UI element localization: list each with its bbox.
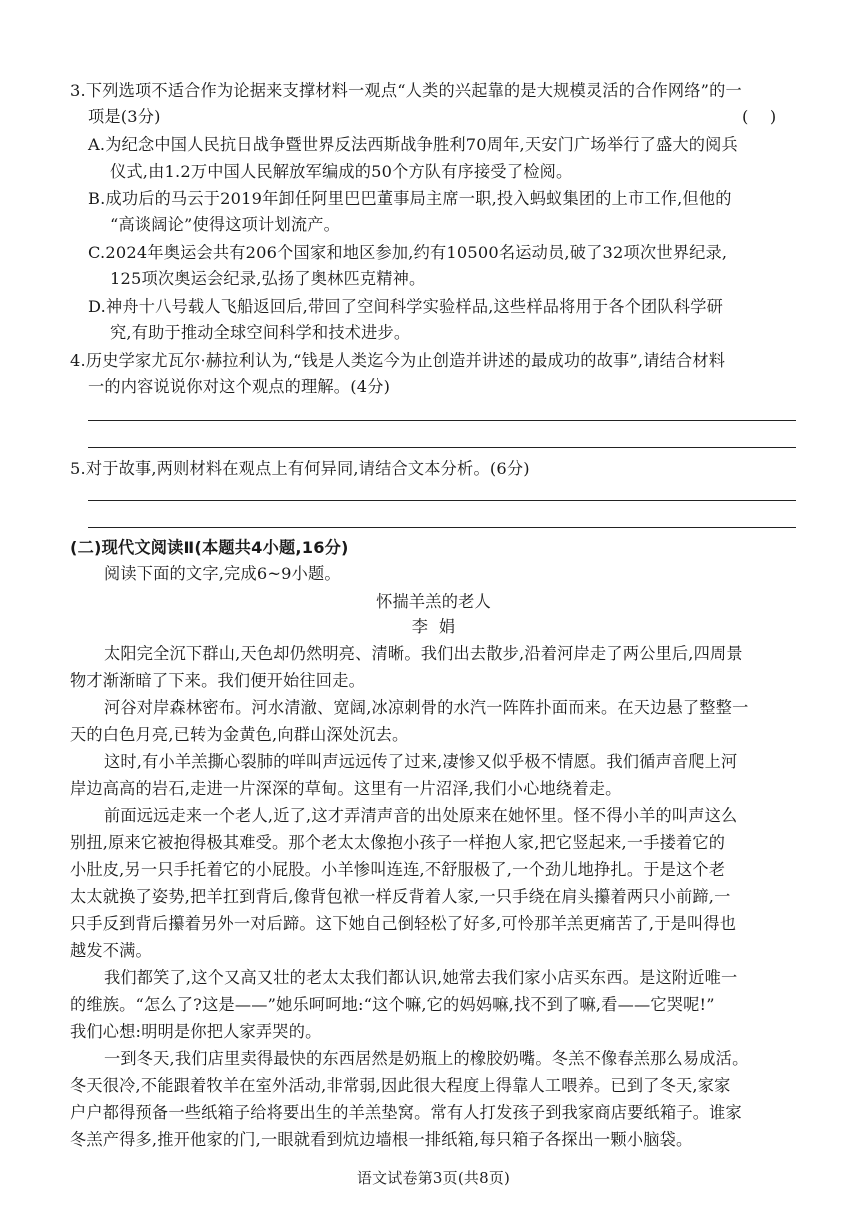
q4-stem-line1: 4.历史学家尤瓦尔·赫拉利认为,“钱是人类迄今为止创造并讲述的最成功的故事”,请结合材料 [70,351,726,370]
q3-answer-bracket[interactable]: ( ) [742,107,777,126]
q3-option-a-line1: A.为纪念中国人民抗日战争暨世界反法西斯战争胜利70周年,天安门广场举行了盛大的阅兵 [88,135,738,154]
section-instruction: 阅读下面的文字,完成6~9小题。 [104,564,341,583]
q3-option-b-line2: “高谈阔论”使得这项计划流产。 [110,215,340,234]
q5-answer-line-2[interactable] [88,527,796,528]
passage-line: 只手反到背后攥着另外一对后蹄。这下她自己倒轻松了好多,可怜那羊羔更痛苦了,于是叫得也 [70,914,737,933]
page-footer: 语文试卷第3页(共8页) [356,1169,511,1187]
passage-line: 前面远远走来一个老人,近了,这才弄清声音的出处原来在她怀里。怪不得小羊的叫声这么 [104,806,738,825]
passage-line: 太阳完全沉下群山,天色却仍然明亮、清晰。我们出去散步,沿着河岸走了两公里后,四周景 [104,644,743,663]
q5-answer-line-1[interactable] [88,500,796,501]
q5-stem-line1: 5.对于故事,两则材料在观点上有何异同,请结合文本分析。(6分) [70,459,530,478]
q3-option-c-line2: 125项次奥运会纪录,弘扬了奥林匹克精神。 [110,269,426,288]
q4-answer-line-2[interactable] [88,447,796,448]
passage-line: 小肚皮,另一只手托着它的小屁股。小羊惨叫连连,不舒服极了,一个劲儿地挣扎。于是这个老 [70,860,726,879]
passage-line: 冬天很冷,不能跟着牧羊在室外活动,非常弱,因此很大程度上得靠人工喂养。已到了冬天,家家 [70,1076,731,1095]
passage-line: 的维族。“怎么了?这是——”她乐呵呵地:“这个嘛,它的妈妈嘛,找不到了嘛,看——它哭呢!” [70,995,715,1014]
passage-line: 越发不满。 [70,941,152,960]
passage-line: 冬羔产得多,推开他家的门,一眼就看到炕边墙根一排纸箱,每只箱子各探出一颗小脑袋。 [70,1130,693,1149]
passage-author: 李 娟 [411,617,456,636]
q4-answer-line-1[interactable] [88,420,796,421]
passage-line: 我们都笑了,这个又高又壮的老太太我们都认识,她常去我们家小店买东西。是这附近唯一 [104,968,738,987]
passage-line: 别扭,原来它被抱得极其难受。那个老太太像抱小孩子一样抱人家,把它竖起来,一手搂着它的 [70,833,726,852]
q3-stem-line1: 3.下列选项不适合作为论据来支撑材料一观点“人类的兴起靠的是大规模灵活的合作网络”的一 [70,81,742,100]
q3-option-c-line1: C.2024年奥运会共有206个国家和地区参加,约有10500名运动员,破了32项次世界纪录, [88,243,728,262]
passage-line: 这时,有小羊羔撕心裂肺的咩叫声远远传了过来,凄惨又似乎极不情愿。我们循声音爬上河 [104,752,738,771]
passage-line: 天的白色月亮,已转为金黄色,向群山深处沉去。 [70,725,409,744]
q3-stem-line2: 项是(3分) [88,107,161,126]
passage-title: 怀揣羊羔的老人 [376,592,491,611]
q3-option-d-line1: D.神舟十八号载人飞船返回后,带回了空间科学实验样品,这些样品将用于各个团队科学研 [88,297,723,316]
section-heading: (二)现代文阅读Ⅱ(本题共4小题,16分) [70,538,349,557]
passage-line: 太太就换了姿势,把羊扛到背后,像背包袱一样反背着人家,一只手绕在肩头攥着两只小前蹄,一 [70,887,731,906]
q4-stem-line2: 一的内容说说你对这个观点的理解。(4分) [88,377,391,396]
passage-line: 户户都得预备一些纸箱子给将要出生的羊羔垫窝。常有人打发孩子到我家商店要纸箱子。谁家 [70,1103,742,1122]
passage-line: 河谷对岸森林密布。河水清澈、宽阔,冰凉刺骨的水汽一阵阵扑面而来。在天边悬了整整一 [104,698,749,717]
passage-line: 岸边高高的岩石,走进一片深深的草甸。这里有一片沼泽,我们小心地绕着走。 [70,779,622,798]
passage-line: 物才渐渐暗了下来。我们便开始往回走。 [70,671,365,690]
q3-option-b-line1: B.成功后的马云于2019年卸任阿里巴巴董事局主席一职,投入蚂蚁集团的上市工作,但他的 [88,189,732,208]
passage-line: 我们心想:明明是你把人家弄哭的。 [70,1022,322,1041]
passage-line: 一到冬天,我们店里卖得最快的东西居然是奶瓶上的橡胶奶嘴。冬羔不像春羔那么易成活。 [104,1049,749,1068]
q3-option-a-line2: 仪式,由1.2万中国人民解放军编成的50个方队有序接受了检阅。 [110,162,573,181]
q3-option-d-line2: 究,有助于推动全球空间科学和技术进步。 [110,323,411,342]
